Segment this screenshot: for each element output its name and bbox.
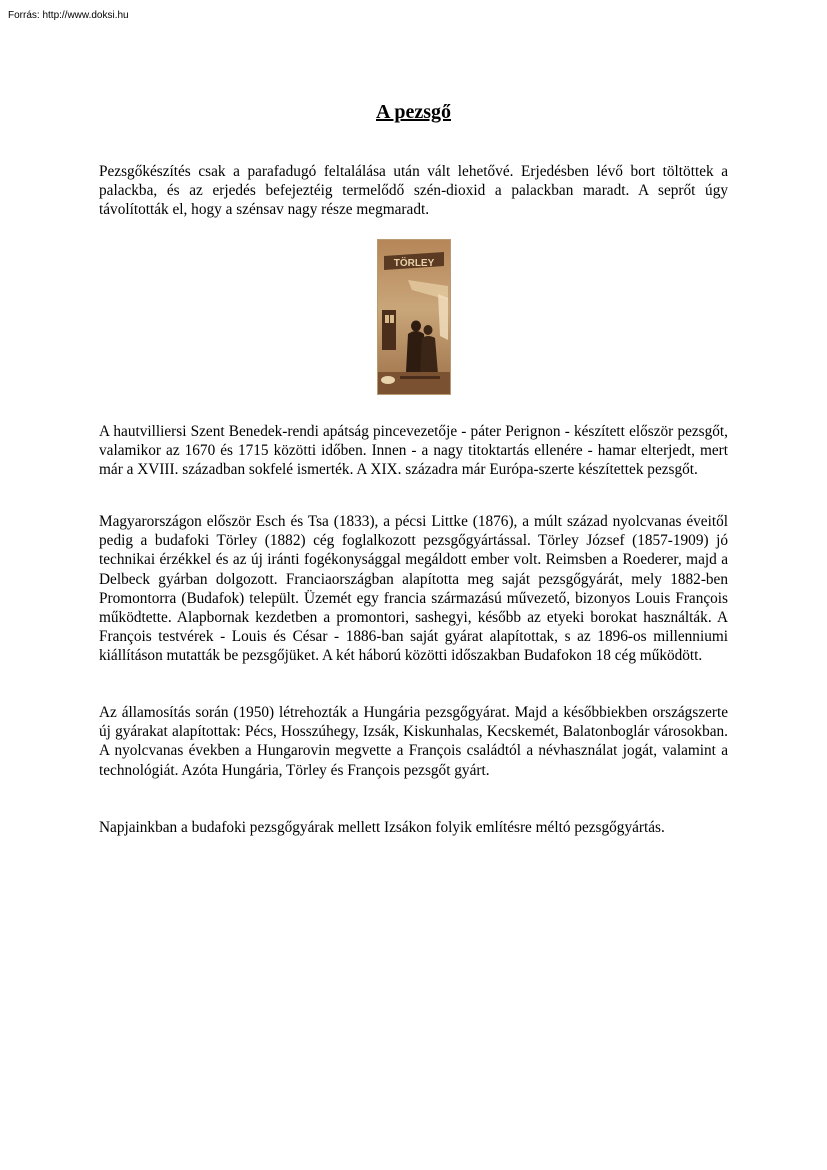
source-url: Forrás: http://www.doksi.hu	[8, 10, 129, 21]
paragraph-intro: Pezsgőkészítés csak a parafadugó feltalálása után vált lehetővé. Erjedésben lévő bort töltöttek a palackba, és az erjedés befejeztéig termelődő szén-dioxid a palackban maradt. A seprőt úgy távolították el, hogy a szénsav nagy része megmaradt.	[99, 163, 728, 219]
paragraph-history: A hautvilliersi Szent Benedek-rendi apátság pincevezetője - páter Perignon - készített először pezsgőt, valamikor az 1670 és 1715 közötti időben. Innen - a nagy titoktartás ellenére - hamar elterjedt, mert már a XVIII. században sokfelé ismerték. A XIX. századra már Európa-szerte készítettek pezsgőt.	[99, 423, 728, 479]
page-title: A pezsgő	[376, 101, 451, 123]
torley-poster-image	[377, 239, 451, 395]
paragraph-hungary: Magyarországon először Esch és Tsa (1833), a pécsi Littke (1876), a múlt század nyolcvanas éveitől pedig a budafoki Törley (1882) cég foglalkozott pezsgőgyártással. Törley József (1857-1909) jó technikai érzékkel és az új iránti fogékonysággal megáldott ember volt. Reimsben a Roederer, majd a Delbeck gyárban dolgozott. Franciaországban alapította meg saját pezsgőgyárát, mely 1882-ben Promontorra (Budafok) települt. Üzemét egy francia származású művezető, bizonyos Louis François működtette. Alapbornak kezdetben a promontori, sashegyi, később az etyeki borokat használták. A François testvérek - Louis és César - 1886-ban saját gyárat alapítottak, s az 1896-os millenniumi kiállításon mutatták be pezsgőjüket. A két háború közötti időszakban Budafokon 18 cég működött.	[99, 513, 728, 665]
torley-poster-illustration	[378, 240, 450, 394]
paragraph-today: Napjainkban a budafoki pezsgőgyárak mellett Izsákon folyik említésre méltó pezsgőgyártás.	[99, 819, 665, 836]
paragraph-nationalization: Az államosítás során (1950) létrehozták a Hungária pezsgőgyárat. Majd a későbbiekben országszerte új gyárakat alapítottak: Pécs, Hosszúhegy, Izsák, Kiskunhalas, Kecskemét, Balatonboglár városokban. A nyolcvanas években a Hungarovin megvette a François családtól a névhasználat jogát, valamint a technológiát. Azóta Hungária, Törley és François pezsgőt gyárt.	[99, 704, 728, 779]
poster-brand-text: TÖRLEY	[393, 258, 435, 269]
